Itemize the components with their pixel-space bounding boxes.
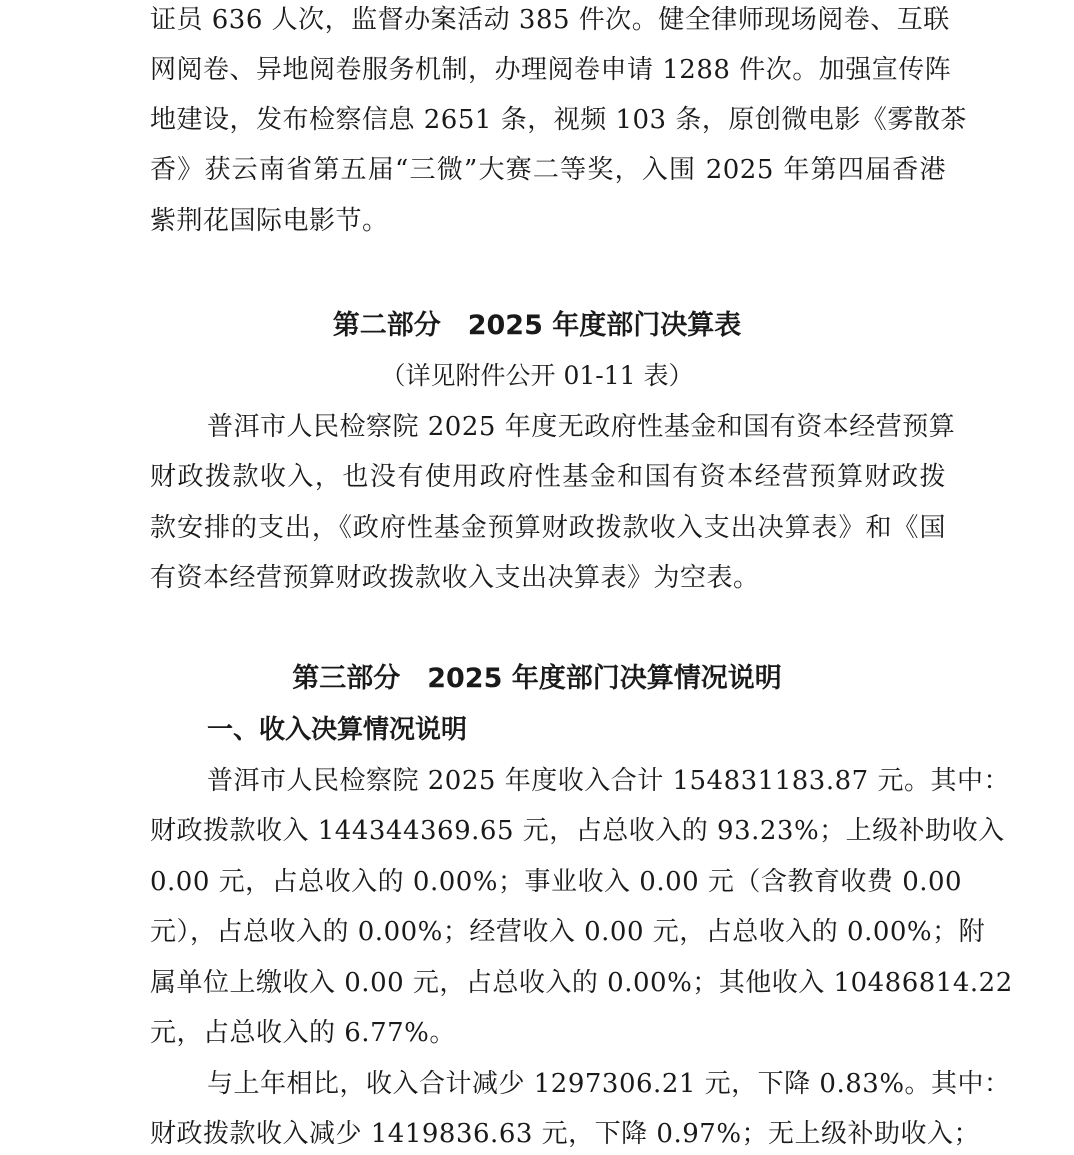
part2-title: 第二部分 2025 年度部门决算表	[332, 310, 742, 341]
paragraph-line: 属单位上缴收入 0.00 元，占总收入的 0.00%；其他收入 10486814.22	[150, 968, 1013, 998]
paragraph-line: 网阅卷、异地阅卷服务机制，办理阅卷申请 1288 件次。加强宣传阵	[150, 55, 952, 85]
paragraph-line: 紫荆花国际电影节。	[150, 206, 389, 236]
paragraph-line: 元），占总收入的 0.00%；经营收入 0.00 元，占总收入的 0.00%；附	[150, 917, 986, 947]
paragraph-line: 0.00 元，占总收入的 0.00%；事业收入 0.00 元（含教育收费 0.00	[150, 867, 963, 897]
paragraph-line: 元，占总收入的 6.77%。	[150, 1018, 456, 1048]
paragraph-line: 财政拨款收入 144344369.65 元，占总收入的 93.23%；上级补助收入	[150, 816, 1005, 846]
paragraph-line: 证员 636 人次，监督办案活动 385 件次。健全律师现场阅卷、互联	[150, 5, 950, 35]
part3-title: 第三部分 2025 年度部门决算情况说明	[292, 663, 782, 694]
section1-title: 一、收入决算情况说明	[207, 715, 468, 745]
paragraph-line: 香》获云南省第五届“三微”大赛二等奖，入围 2025 年第四届香港	[150, 155, 946, 185]
paragraph-line: 普洱市人民检察院 2025 年度无政府性基金和国有资本经营预算	[207, 412, 956, 442]
paragraph-line: 与上年相比，收入合计减少 1297306.21 元，下降 0.83%。其中：	[207, 1069, 1011, 1099]
paragraph-line: 财政拨款收入，也没有使用政府性基金和国有资本经营预算财政拨	[150, 462, 946, 492]
paragraph-line: 款安排的支出，《政府性基金预算财政拨款收入支出决算表》和《国	[150, 513, 946, 543]
part2-note: （详见附件公开 01-11 表）	[380, 361, 694, 390]
paragraph-line: 有资本经营预算财政拨款收入支出决算表》为空表。	[150, 563, 760, 593]
paragraph-line: 地建设，发布检察信息 2651 条，视频 103 条，原创微电影《雾散茶	[150, 105, 967, 135]
paragraph-line: 财政拨款收入减少 1419836.63 元，下降 0.97%；无上级补助收入；	[150, 1119, 981, 1149]
paragraph-line: 普洱市人民检察院 2025 年度收入合计 154831183.87 元。其中：	[207, 766, 1010, 796]
